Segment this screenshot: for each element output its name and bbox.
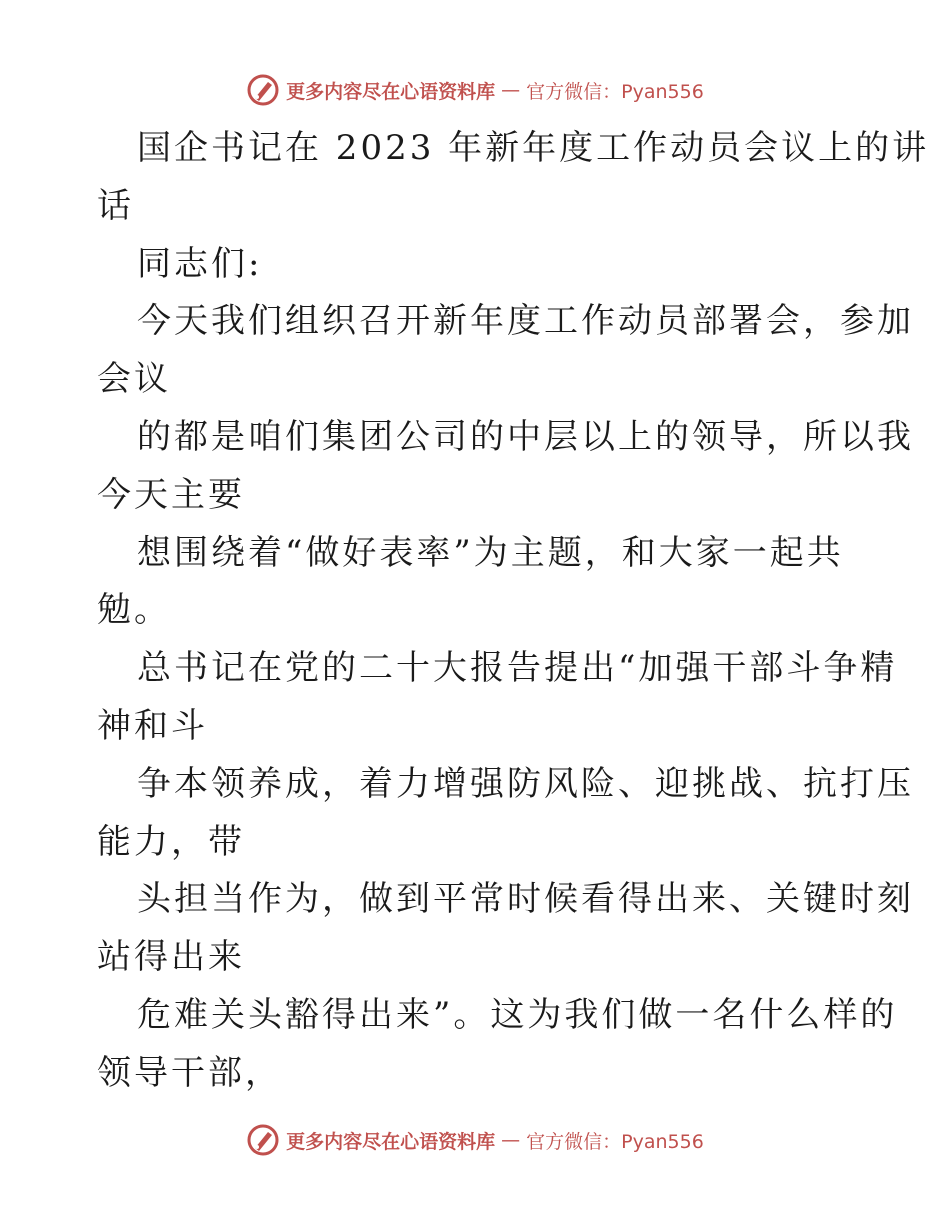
pen-logo-icon bbox=[246, 73, 280, 107]
header-watermark bbox=[0, 70, 950, 110]
paragraph-line: 头担当作为，做到平常时候看得出来、关键时刻 bbox=[137, 879, 914, 920]
salutation: 同志们: bbox=[137, 243, 263, 284]
paragraph-line: 领导干部， bbox=[97, 1052, 282, 1093]
paragraph-line: 神和斗 bbox=[97, 705, 208, 746]
watermark-dash: — bbox=[501, 1129, 521, 1151]
footer-watermark bbox=[0, 1120, 950, 1160]
watermark-dash: — bbox=[501, 79, 521, 101]
watermark-site-text: 更多内容尽在心语资料库 bbox=[286, 80, 496, 103]
pen-logo-icon bbox=[246, 1123, 280, 1157]
paragraph-line: 想围绕着“做好表率”为主题，和大家一起共 bbox=[137, 532, 844, 573]
paragraph-line: 危难关头豁得出来”。这为我们做一名什么样的 bbox=[137, 994, 898, 1035]
watermark-contact-text: 官方微信：Pyan556 bbox=[526, 1130, 704, 1153]
title-line-1: 国企书记在 2023 年新年度工作动员会议上的讲 bbox=[137, 128, 930, 168]
paragraph-line: 的都是咱们集团公司的中层以上的领导，所以我 bbox=[137, 416, 914, 457]
paragraph-line: 勉。 bbox=[97, 590, 171, 631]
paragraph-line: 会议 bbox=[97, 359, 171, 400]
watermark-site-text: 更多内容尽在心语资料库 bbox=[286, 1130, 496, 1153]
paragraph-line: 今天我们组织召开新年度工作动员部署会，参加 bbox=[137, 301, 914, 342]
paragraph-line: 争本领养成，着力增强防风险、迎挑战、抗打压 bbox=[137, 763, 914, 804]
document-body bbox=[97, 120, 930, 1103]
paragraph-line: 站得出来 bbox=[97, 937, 245, 978]
title-line-2: 话 bbox=[97, 185, 134, 226]
paragraph-line: 今天主要 bbox=[97, 474, 245, 515]
paragraph-line: 总书记在党的二十大报告提出“加强干部斗争精 bbox=[137, 648, 898, 689]
paragraph-line: 能力，带 bbox=[97, 821, 245, 862]
watermark-contact-text: 官方微信：Pyan556 bbox=[526, 80, 704, 103]
